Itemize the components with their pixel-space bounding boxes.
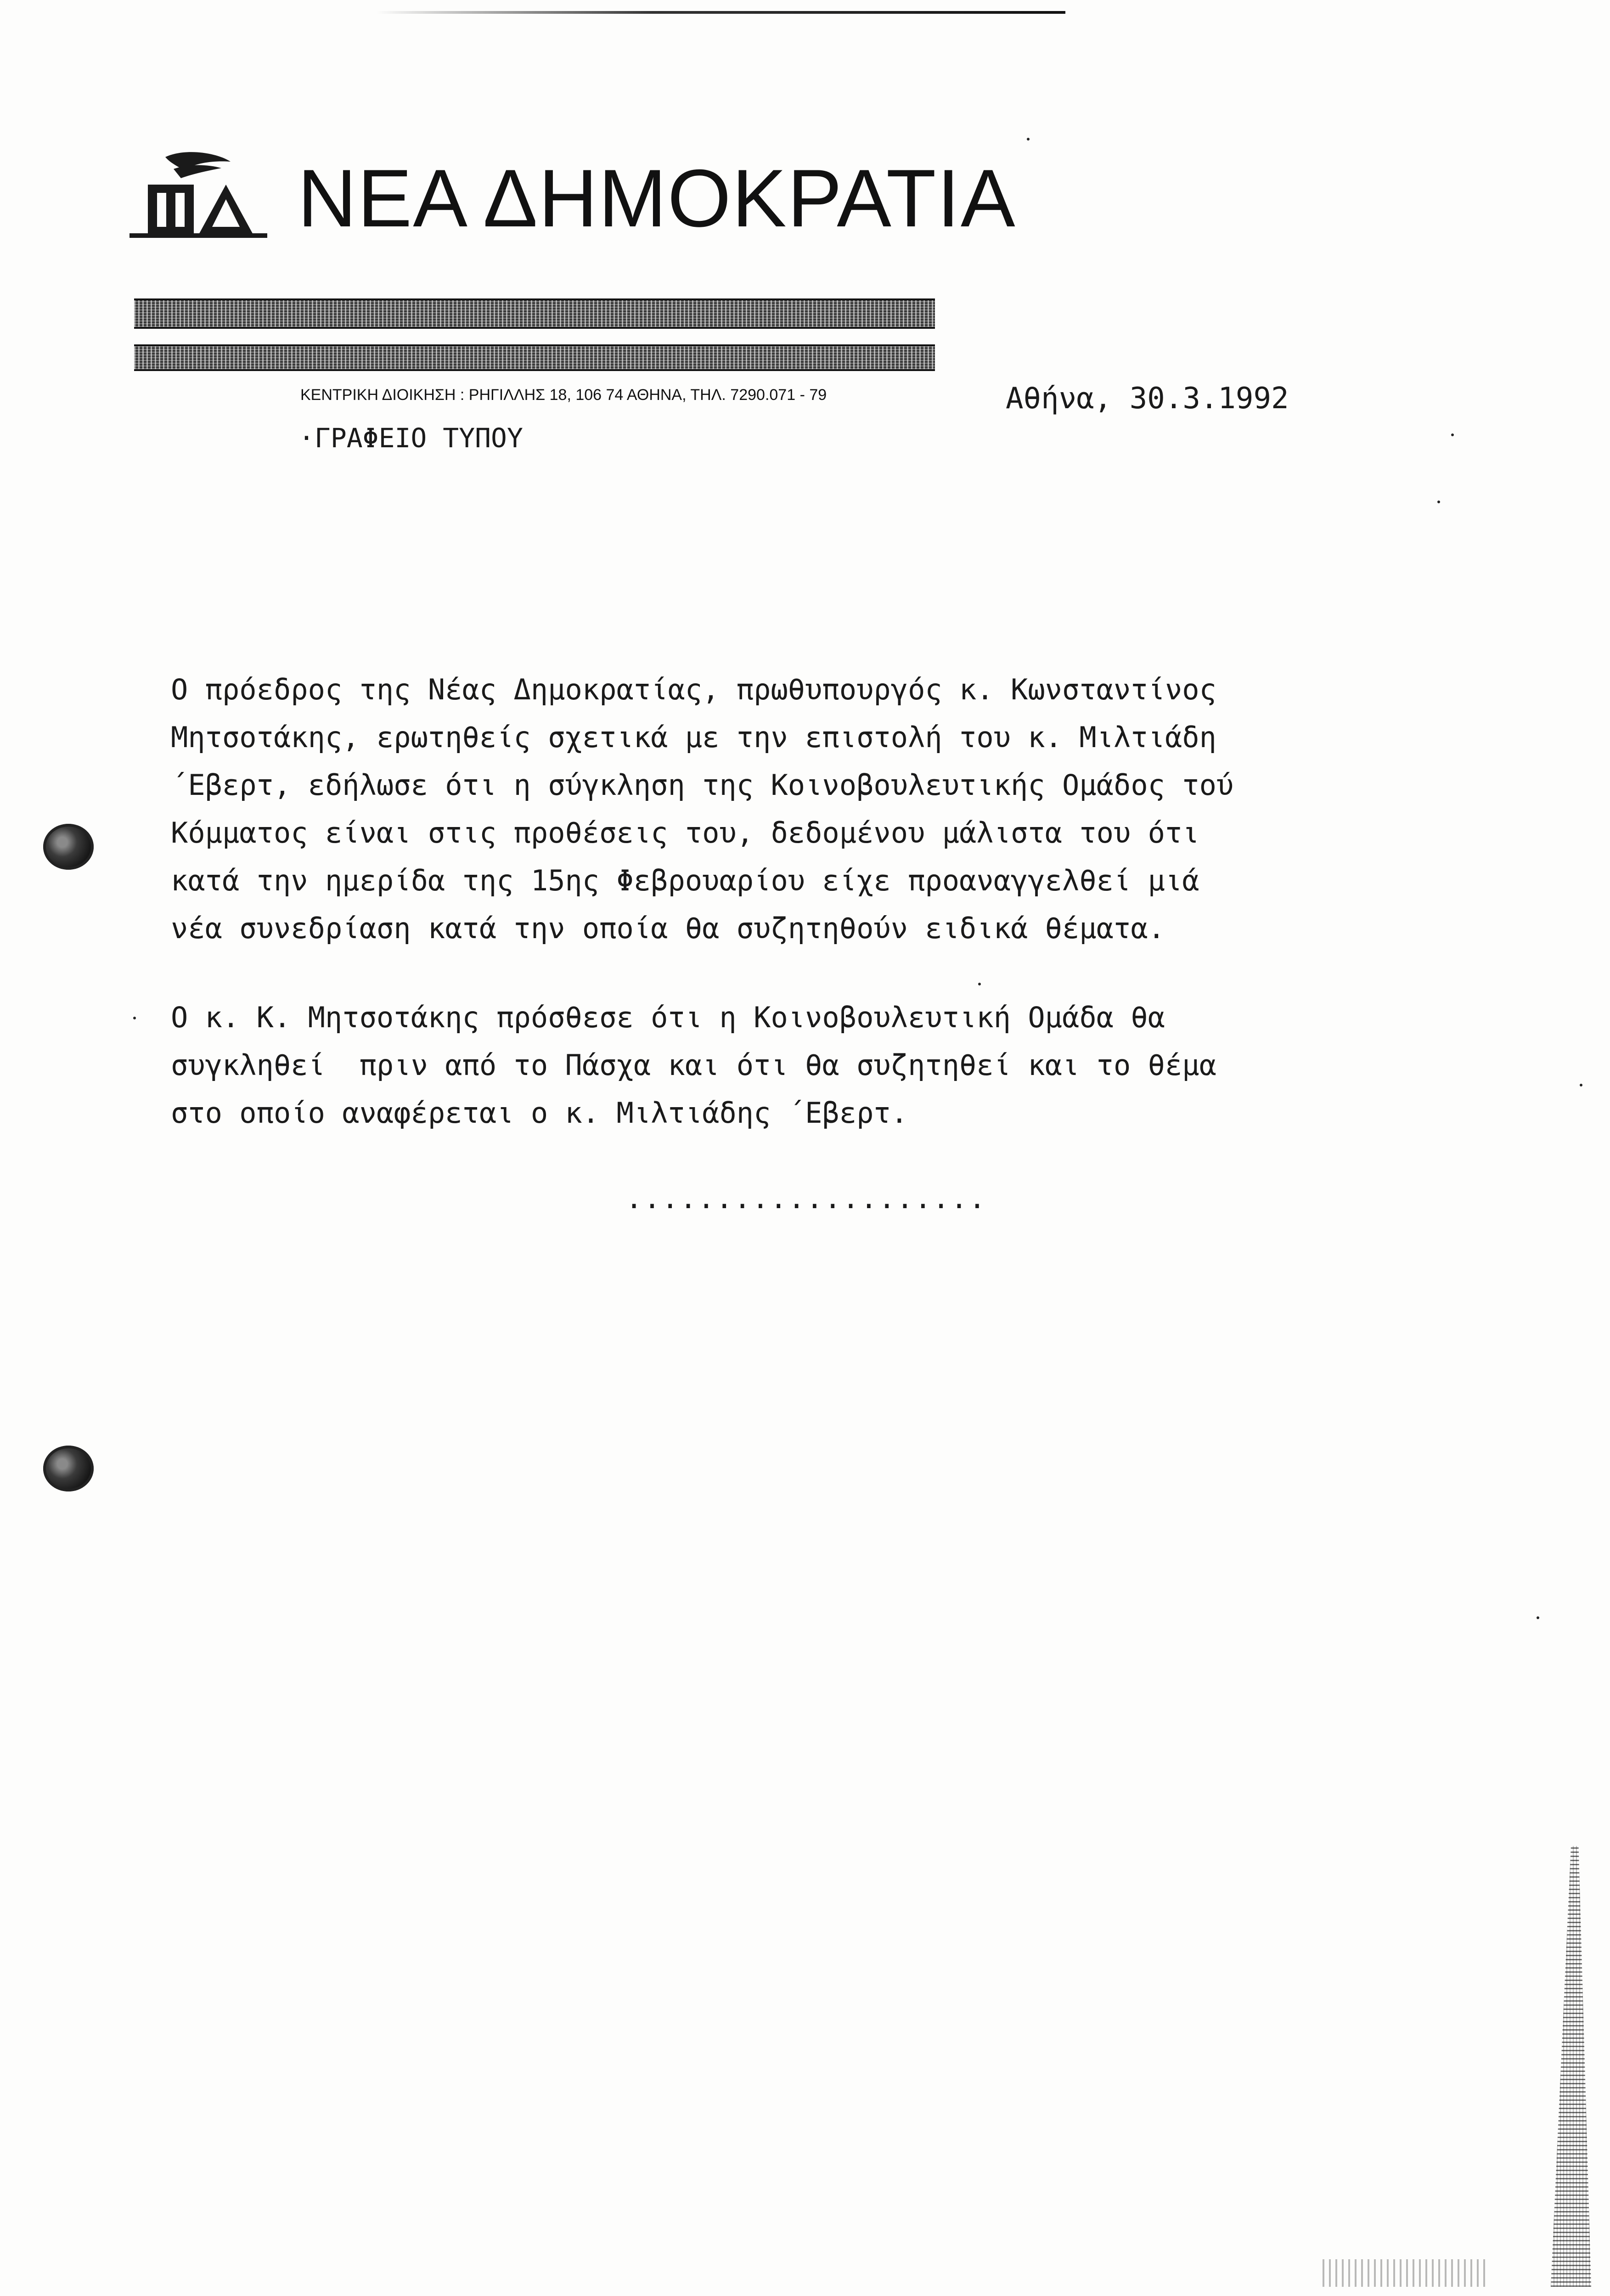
- scan-speck: [133, 1017, 136, 1019]
- scan-speck: [1437, 501, 1440, 503]
- scan-edge-noise: [1541, 1846, 1591, 2287]
- punch-hole-icon: [43, 1446, 94, 1491]
- brand-name: ΝΕΑ ΔΗΜΟΚΡΑΤΙΑ: [298, 152, 1016, 244]
- text-line: Ο πρόεδρος της Νέας Δημοκρατίας, πρωθυπουργός κ. Κωνσταντίνος: [171, 673, 1216, 706]
- headquarters-address: ΚΕΝΤΡΙΚΗ ΔΙΟΙΚΗΣΗ : ΡΗΓΙΛΛΗΣ 18, 106 74 ΑΘΗΝΑ, ΤΗΛ. 7290.071 - 79: [300, 386, 827, 404]
- closing-dots: ....................: [625, 1182, 987, 1215]
- text-line: Κόμματος είναι στις προθέσεις του, δεδομένου μάλιστα του ότι: [171, 816, 1199, 850]
- text-line: ΄Εβερτ, εδήλωσε ότι η σύγκληση της Κοινοβουλευτικής Ομάδος τού: [171, 768, 1234, 802]
- scan-speck: [1580, 1084, 1582, 1086]
- text-line: Μητσοτάκης, ερωτηθείς σχετικά με την επιστολή του κ. Μιλτιάδη: [171, 720, 1216, 754]
- scan-speck: [1451, 433, 1454, 436]
- text-line: συγκληθεί πριν από το Πάσχα και ότι θα συζητηθεί και το θέμα: [171, 1048, 1216, 1082]
- scan-corner-noise: [1323, 2259, 1488, 2287]
- party-logo-icon: [129, 148, 267, 240]
- date-line: Αθήνα, 30.3.1992: [1006, 382, 1289, 416]
- text-line: στο οποίο αναφέρεται ο κ. Μιλτιάδης ΄Εβερτ.: [171, 1096, 908, 1130]
- paragraph-2: [171, 994, 1402, 1137]
- letterhead-band-bottom: [134, 344, 935, 371]
- scan-speck: [1027, 138, 1030, 141]
- scan-speck: [1537, 1616, 1539, 1619]
- press-office-label: ·ΓΡΑΦΕΙΟ ΤΥΠΟΥ: [298, 422, 523, 454]
- paragraph-1: [171, 666, 1402, 952]
- scan-artifact-line: [377, 11, 1065, 14]
- punch-hole-icon: [43, 824, 94, 870]
- scan-speck: [978, 983, 981, 985]
- text-line: Ο κ. Κ. Μητσοτάκης πρόσθεσε ότι η Κοινοβουλευτική Ομάδα θα: [171, 1001, 1165, 1034]
- text-line: κατά την ημερίδα της 15ης Φεβρουαρίου είχε προαναγγελθεί μιά: [171, 864, 1199, 897]
- letterhead-band-top: [134, 298, 935, 329]
- text-line: νέα συνεδρίαση κατά την οποία θα συζητηθούν ειδικά θέματα.: [171, 912, 1165, 945]
